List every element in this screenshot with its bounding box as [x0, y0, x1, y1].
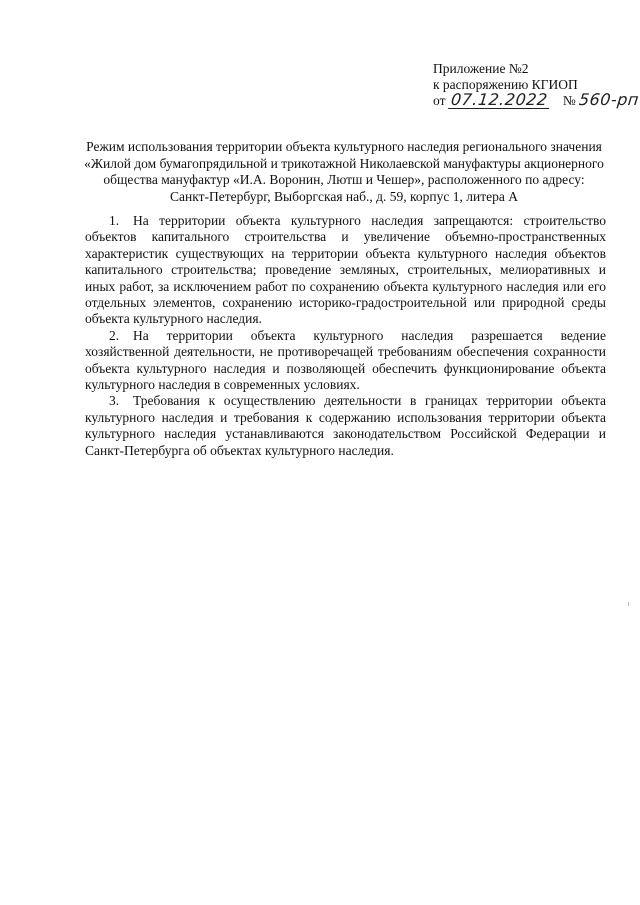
- title-line: Режим использования территории объекта культурного наследия регионального значения: [86, 139, 602, 154]
- scan-artifact: [628, 602, 629, 606]
- paragraph-2: [85, 328, 606, 394]
- paragraph-text: На территории объекта культурного наследия разрешается ведение хозяйственной деятельности, не противоречащей требованиям обеспечения сохранности объекта культурного наследия и позволяющей обеспечить функционирование объекта культурного наследия в современных условиях.: [85, 327, 606, 393]
- document-body: [85, 213, 606, 459]
- paragraph-1: [85, 213, 606, 328]
- paragraph-3: [85, 393, 606, 459]
- title-line: Санкт-Петербург, Выборгская наб., д. 59, корпус 1, литера А: [170, 188, 518, 204]
- paragraph-number: 2.: [109, 327, 120, 343]
- appendix-title: Приложение №2: [433, 61, 529, 76]
- title-line: «Жилой дом бумагопрядильной и трикотажной Николаевской мануфактуры акционерного: [84, 155, 604, 171]
- paragraph-text: На территории объекта культурного наследия запрещаются: строительство объектов капитального строительства и увеличение объемно-пространственных характеристик существующих на территории объекта культурного наследия объектов капитального строительства; проведение земляных, строительных, мелиоративных и иных работ, за исключением работ по сохранению объекта культурного наследия или его отдельных элементов, сохранению историко-градостроительной или природной среды объекта культурного наследия.: [85, 213, 606, 327]
- document-title: [60, 139, 628, 205]
- appendix-header: [433, 61, 639, 109]
- date-prefix: от: [433, 93, 446, 108]
- title-line: общества мануфактур «И.А. Воронин, Лютш и Чешер», расположенного по адресу:: [103, 172, 585, 187]
- appendix-date-number-row: [433, 92, 639, 109]
- handwritten-date: 07.12.2022: [449, 90, 549, 109]
- paragraph-number: 1.: [109, 213, 120, 228]
- paragraph-number: 3.: [109, 393, 120, 409]
- appendix-order-ref: к распоряжению КГИОП: [433, 76, 578, 92]
- paragraph-text: Требования к осуществлению деятельности в границах территории объекта культурного наследия и требования к содержанию использования территории объекта культурного наследия устанавливаются законодательством Российской Федерации и Санкт-Петербурга об объектах культурного наследия.: [85, 393, 606, 458]
- handwritten-number: 560-рп: [578, 90, 640, 109]
- number-prefix: №: [562, 93, 576, 108]
